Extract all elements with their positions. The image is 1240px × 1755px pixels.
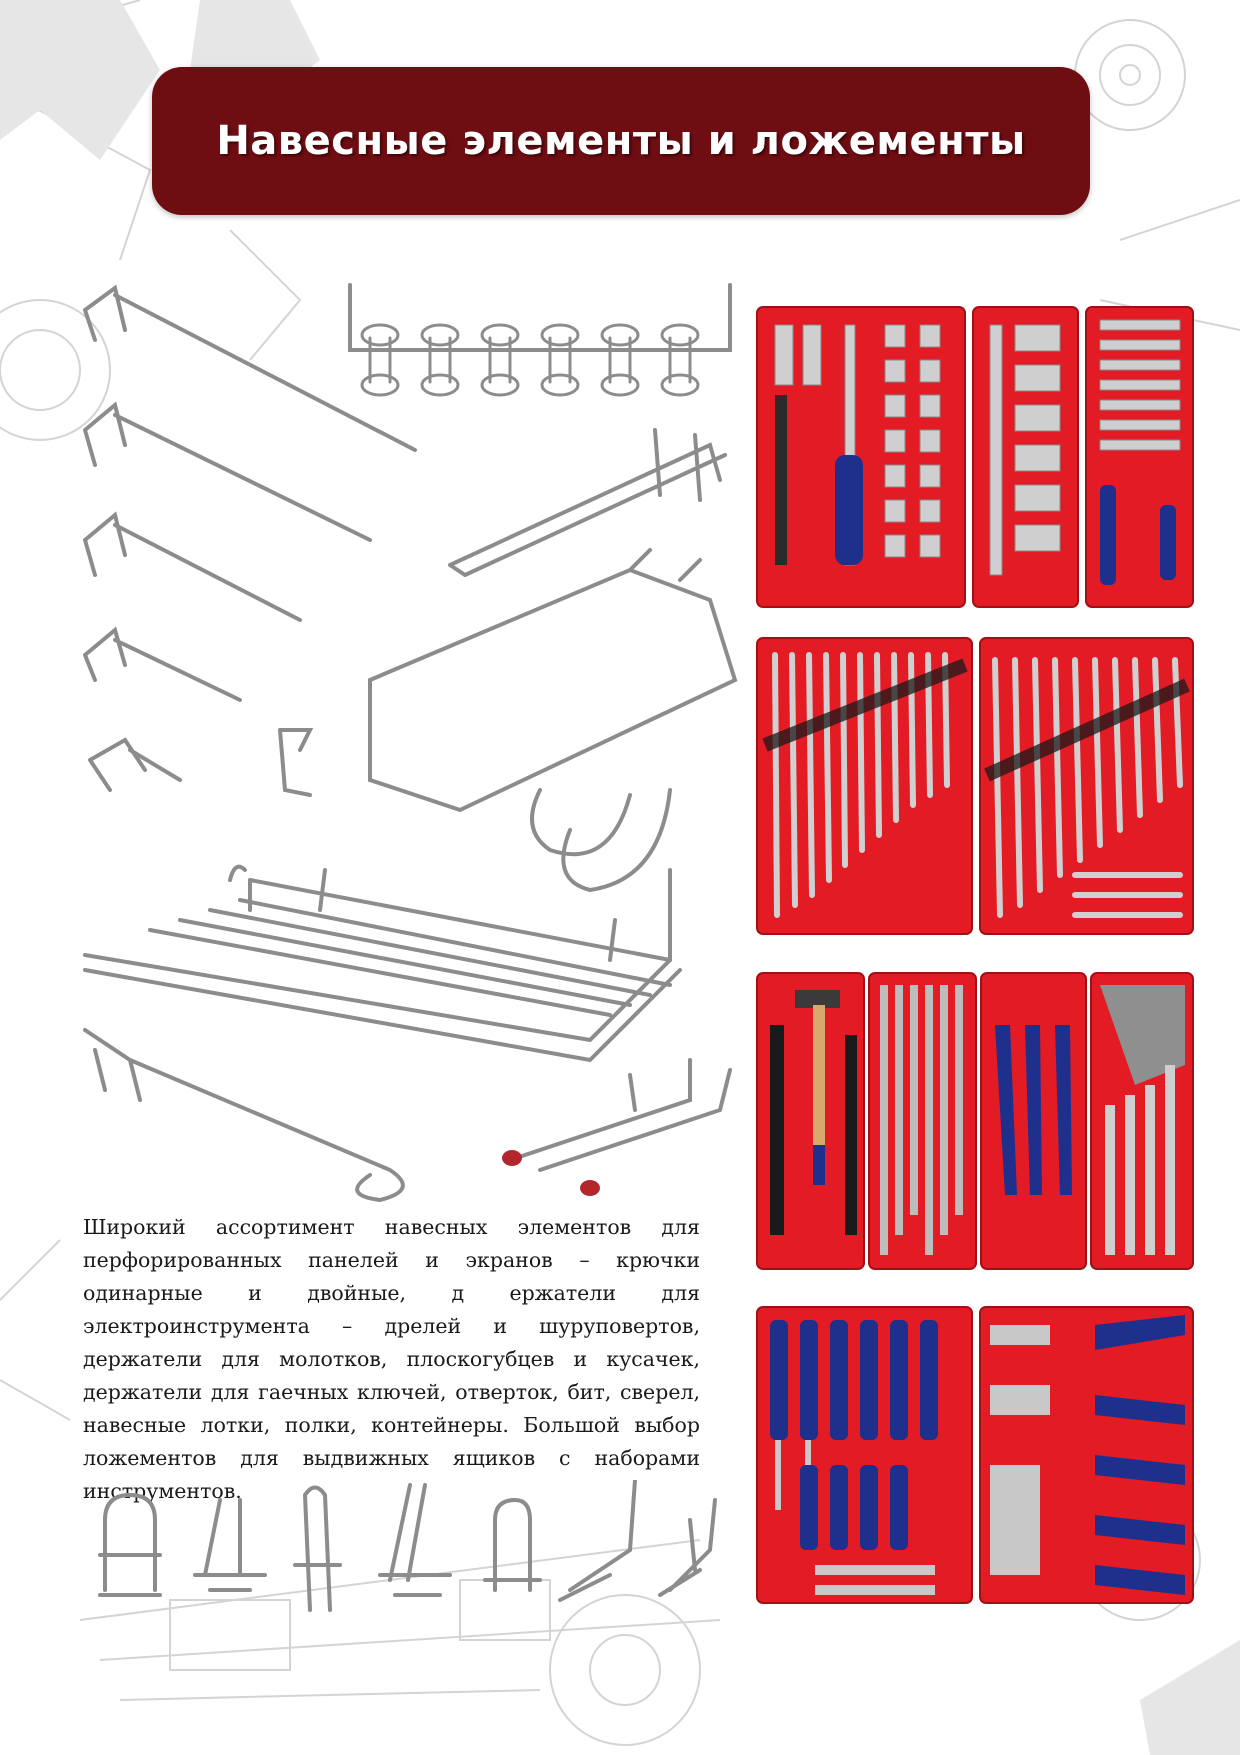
page-title: Навесные элементы и ложементы xyxy=(216,118,1026,164)
small-hooks-image xyxy=(90,1480,730,1640)
description-paragraph: Широкий ассортимент навесных элементов для перфорированных панелей и экранов – крючки одинарные и двойные, д ержатели для электроинструмента – дрелей и шуруповертов, держатели для молотков, плоскогубцев и кусачек, держатели для гаечных ключей, отверток, бит, сверел, навесные лотки, полки, контейнеры. Большой выбор ложементов для выдвижных ящиков с наборами инструментов. xyxy=(83,1215,700,1503)
title-banner xyxy=(152,67,1090,215)
tool-trays-image xyxy=(755,305,1195,1615)
wire-hooks-image xyxy=(70,270,760,1210)
